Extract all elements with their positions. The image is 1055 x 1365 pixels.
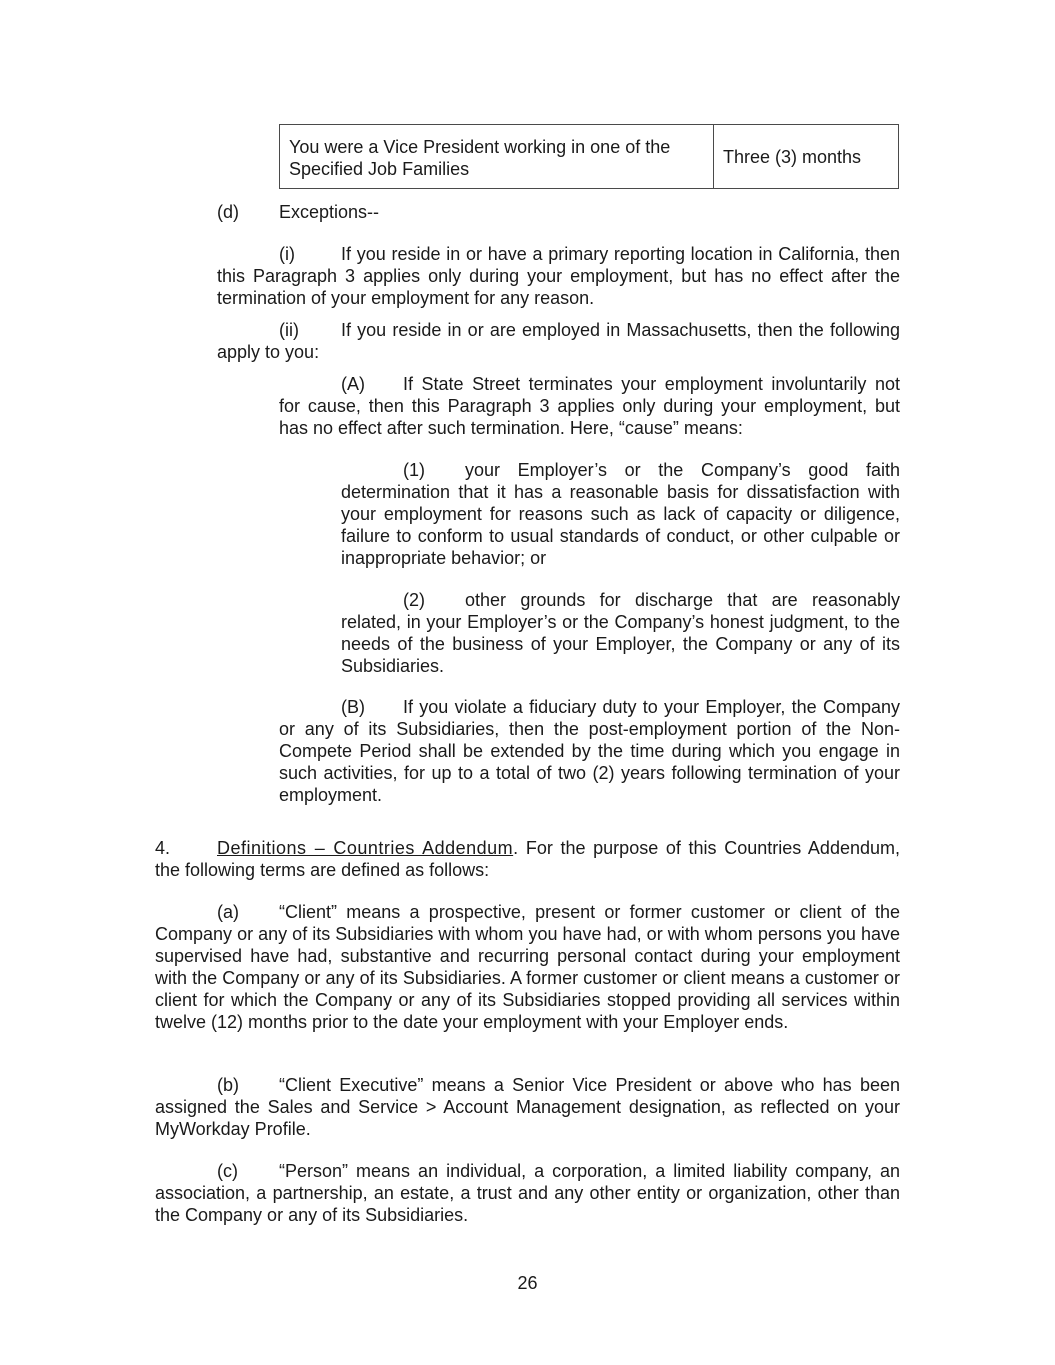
section-A-label: (A) xyxy=(341,374,365,394)
table-cell-period xyxy=(714,125,898,188)
section-d-heading xyxy=(217,201,379,223)
section-4a-text: “Client” means a prospective, present or former customer or client of the Company or any of its Subsidiaries with whom you have had, or with whom persons you have supervised have had, substantive and recurring personal contact during your employment with the Company or any of its Subsidiaries. A former customer or client means a customer or client for which the Company or any of its Subsidiaries stopped providing all services within twelve (12) months prior to the date your employment with your Employer ends. xyxy=(155,902,900,1032)
section-2-text: other grounds for discharge that are reasonably related, in your Employer’s or the Company’s honest judgment, to the needs of the business of your Employer, the Company or any of its Subsidiaries. xyxy=(341,590,900,676)
section-2-label: (2) xyxy=(403,590,425,610)
section-d-i-text: If you reside in or have a primary reporting location in California, then this Paragraph 3 applies only during your employment, but has no effect after the termination of your employment for any reason. xyxy=(217,244,900,308)
section-d-i-label: (i) xyxy=(279,244,295,264)
section-4-title: Definitions – Countries Addendum xyxy=(217,838,514,858)
section-1-label: (1) xyxy=(403,460,425,480)
period-value: Three (3) months xyxy=(723,146,862,167)
section-d-ii-text: If you reside in or are employed in Massachusetts, then the following apply to you: xyxy=(217,320,900,362)
section-4c-label: (c) xyxy=(217,1161,238,1181)
section-4b-text: “Client Executive” means a Senior Vice President or above who has been assigned the Sales and Service > Account Management designation, as reflected on your MyWorkday Profile. xyxy=(155,1075,900,1139)
section-d-i-paragraph xyxy=(217,243,900,309)
section-4-text: . For the purpose of this Countries Addendum, the following terms are defined as follows: xyxy=(155,838,900,880)
section-B-label: (B) xyxy=(341,697,365,717)
page-number: 26 xyxy=(517,1273,538,1293)
section-1-paragraph xyxy=(341,459,900,569)
section-4c-paragraph xyxy=(155,1160,900,1226)
section-d-ii-label: (ii) xyxy=(279,320,299,340)
section-4a-paragraph xyxy=(155,901,900,1033)
section-4-paragraph xyxy=(155,837,900,881)
section-d-ii-paragraph xyxy=(217,319,900,363)
section-d-label: (d) xyxy=(217,202,239,222)
section-4b-label: (b) xyxy=(217,1075,239,1095)
section-A-paragraph xyxy=(279,373,900,439)
section-4c-text: “Person” means an individual, a corporation, a limited liability company, an association, a partnership, an estate, a trust and any other entity or organization, other than the Company or any of its Subsidiaries. xyxy=(155,1161,900,1225)
section-B-text: If you violate a fiduciary duty to your Employer, the Company or any of its Subsidiaries, then the post-employment portion of the Non-Compete Period shall be extended by the time during which you engage in such activities, for up to a total of two (2) years following termination of your employment. xyxy=(279,697,900,805)
section-4a-label: (a) xyxy=(217,902,239,922)
section-2-paragraph xyxy=(341,589,900,677)
section-A-text: If State Street terminates your employment involuntarily not for cause, then this Paragraph 3 applies only during your employment, but has no effect after such termination. Here, “cause” means: xyxy=(279,374,900,438)
section-4-number: 4. xyxy=(155,838,171,858)
section-4b-paragraph xyxy=(155,1074,900,1140)
section-1-text: your Employer’s or the Company’s good faith determination that it has a reasonable basis for dissatisfaction with your employment for reasons such as lack of capacity or diligence, failure to conform to usual standards of conduct, or other culpable or inappropriate behavior; or xyxy=(341,460,900,568)
section-d-heading-text: Exceptions-- xyxy=(279,202,380,222)
period-table-row xyxy=(279,124,899,189)
section-B-paragraph xyxy=(279,696,900,806)
table-cell-condition: You were a Vice President working in one of the Specified Job Families xyxy=(280,125,714,188)
